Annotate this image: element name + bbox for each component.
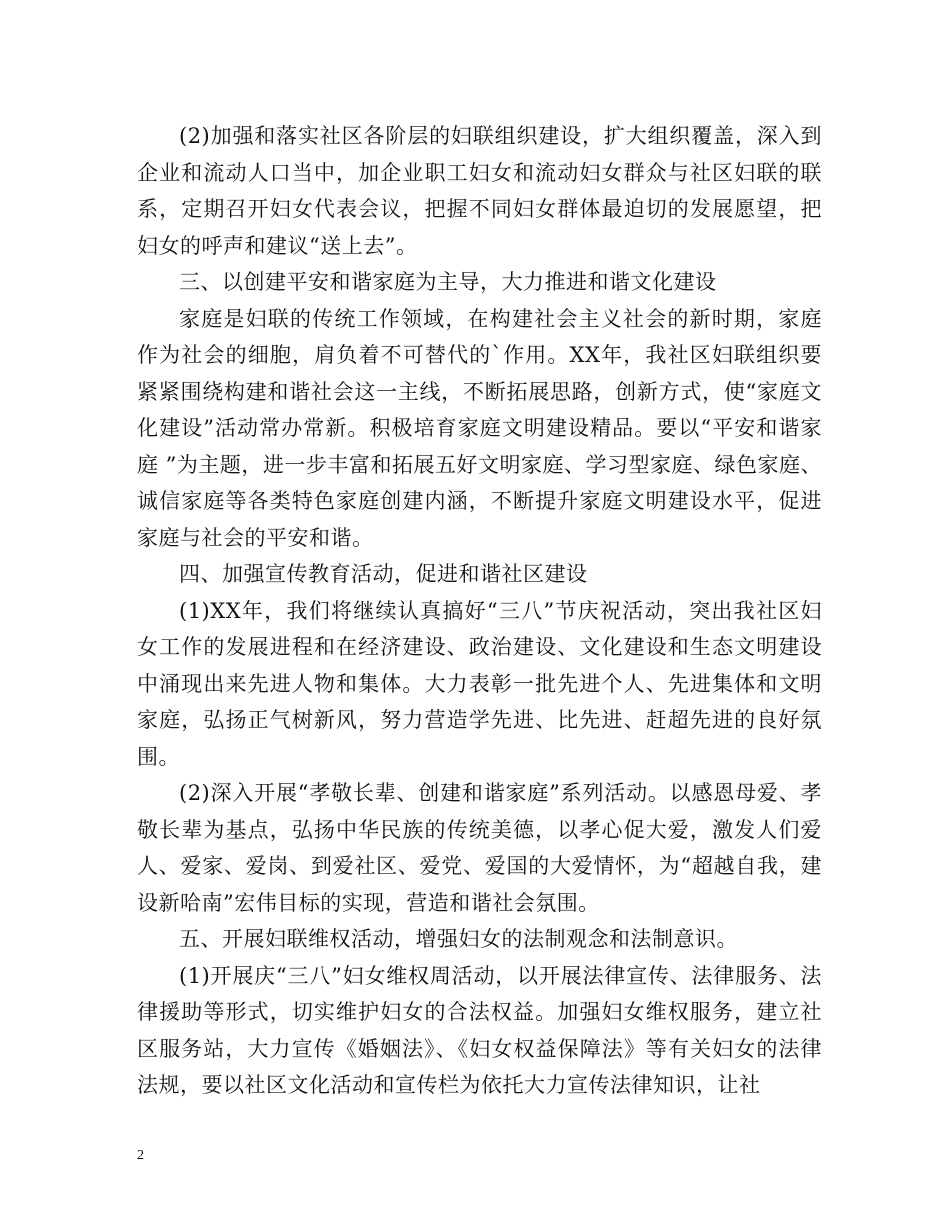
document-body — [137, 118, 822, 1104]
page-number: 2 — [137, 1148, 144, 1163]
paragraph-family-culture: 家庭是妇联的传统工作领域，在构建社会主义社会的新时期，家庭作为社会的细胞，肩负着不可替代的`作用。XX年，我社区妇联组织要紧紧围绕构建和谐社会这一主线，不断拓展思路，创新方式，使“家庭文化建设”活动常办常新。积极培育家庭文明建设精品。要以“平安和谐家庭 ”为主题，进一步丰富和拓展五好文明家庭、学习型家庭、绿色家庭、诚信家庭等各类特色家庭创建内涵，不断提升家庭文明建设水平，促进家庭与社会的平安和谐。 — [137, 306, 822, 550]
section-heading-four: 四、加强宣传教育活动，促进和谐社区建设 — [179, 562, 588, 586]
paragraph-women-federation-organization: (2)加强和落实社区各阶层的妇联组织建设，扩大组织覆盖，深入到企业和流动人口当中，加企业职工妇女和流动妇女群众与社区妇联的联系，定期召开妇女代表会议，把握不同妇女群体最迫切的发展愿望，把妇女的呼声和建议“送上去”。 — [137, 124, 822, 258]
section-heading-five: 五、开展妇联维权活动，增强妇女的法制观念和法制意识。 — [179, 927, 738, 951]
paragraph-filial-piety-activity: (2)深入开展“孝敬长辈、创建和谐家庭”系列活动。以感恩母爱、孝敬长辈为基点，弘扬中华民族的传统美德，以孝心促大爱，激发人们爱人、爱家、爱岗、到爱社区、爱党、爱国的大爱情怀，为“超越自我，建设新哈南”宏伟目标的实现，营造和谐社会氛围。 — [137, 781, 822, 915]
paragraph-march-eighth-celebration: (1)XX年，我们将继续认真搞好“三八”节庆祝活动，突出我社区妇女工作的发展进程和在经济建设、政治建设、文化建设和生态文明建设中涌现出来先进人物和集体。大力表彰一批先进个人、先进集体和文明家庭，弘扬正气树新风，努力营造学先进、比先进、赶超先进的良好氛围。 — [137, 598, 822, 769]
paragraph-rights-protection-week: (1)开展庆“三八”妇女维权周活动，以开展法律宣传、法律服务、法律援助等形式，切实维护妇女的合法权益。加强妇女维权服务，建立社区服务站，大力宣传《婚姻法》、《妇女权益保障法》等有关妇女的法律法规，要以社区文化活动和宣传栏为依托大力宣传法律知识，让社 — [137, 963, 822, 1097]
section-heading-three: 三、以创建平安和谐家庭为主导，大力推进和谐文化建设 — [179, 270, 717, 294]
